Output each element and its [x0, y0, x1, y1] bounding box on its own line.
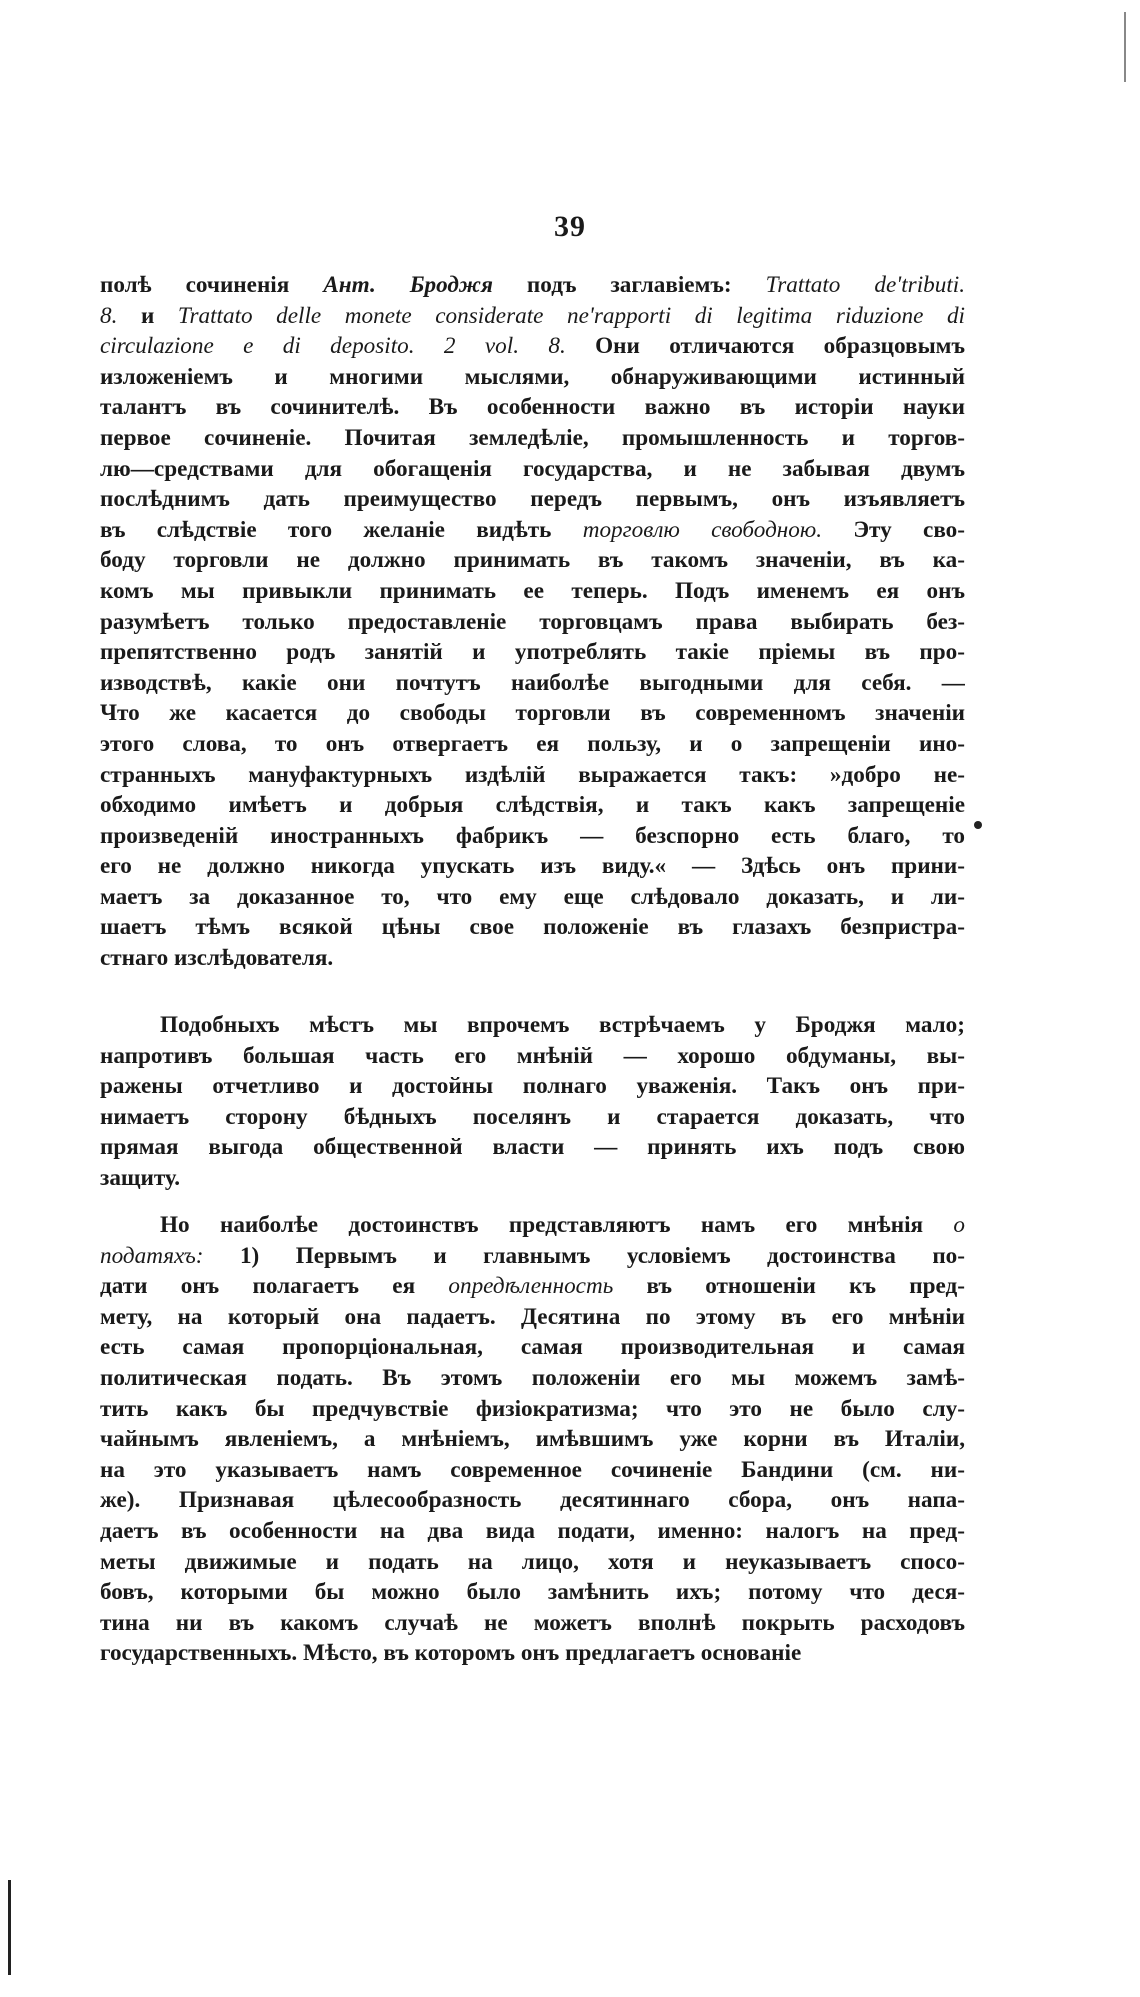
text-run: бовъ, которыми бы можно было замѣнить ихъ; потому что деся- — [100, 1579, 965, 1606]
text-line — [100, 270, 965, 301]
text-line — [100, 637, 965, 668]
text-line — [100, 943, 965, 974]
text-run: стнаго изслѣдователя. — [100, 945, 334, 972]
text-line — [100, 882, 965, 913]
text-run: Эту сво- — [822, 516, 965, 543]
paragraph-3 — [100, 1210, 965, 1669]
text-line — [100, 1455, 965, 1486]
margin-ink-dot — [974, 821, 982, 829]
text-line — [100, 790, 965, 821]
text-line — [100, 1608, 965, 1639]
text-line — [100, 1547, 965, 1578]
text-run: изложеніемъ и многими мыслями, обнаруживающими истинный — [100, 363, 965, 390]
text-line — [100, 331, 965, 362]
text-line — [100, 454, 965, 485]
text-run: въ слѣдствіе того желаніе видѣть — [100, 516, 583, 543]
text-line — [100, 851, 965, 882]
text-run: напротивъ большая часть его мнѣній — хорошо обдуманы, вы- — [100, 1042, 965, 1069]
text-line — [100, 1102, 965, 1133]
text-run: дати онъ полагаетъ ея — [100, 1273, 449, 1300]
text-line — [100, 1485, 965, 1516]
text-run: разумѣетъ только предоставленіе торговцамъ права выбирать без- — [100, 608, 965, 635]
scan-edge-mark-top — [1124, 12, 1126, 82]
text-run: талантъ въ сочинителѣ. Въ особенности важно въ исторіи науки — [100, 394, 965, 421]
text-run: тить какъ бы предчувствіе физіократизма; что это не было слу- — [100, 1395, 965, 1422]
italic-text: о — [953, 1212, 965, 1238]
text-run: полѣ сочиненія — [100, 272, 324, 298]
text-run: мету, на который она падаетъ. Десятина по этому въ его мнѣніи — [100, 1303, 965, 1330]
text-line — [100, 301, 965, 332]
text-line — [100, 912, 965, 943]
text-run: даетъ въ особенности на два вида подати, именно: налогъ на пред- — [100, 1517, 965, 1544]
text-run: комъ мы привыкли принимать ее теперь. Подъ именемъ ея онъ — [100, 577, 965, 604]
text-line — [100, 1210, 965, 1241]
text-run: изводствѣ, какіе они почтутъ наиболѣе выгодными для себя. — — [100, 669, 965, 696]
paragraph-2 — [100, 1010, 965, 1194]
text-run: 1) Первымъ и главнымъ условіемъ достоинства по- — [203, 1242, 965, 1269]
text-run: Что же касается до свободы торговли въ современномъ значеніи — [100, 700, 965, 727]
text-line — [100, 1577, 965, 1608]
text-line — [100, 1041, 965, 1072]
italic-text: податяхъ: — [100, 1242, 204, 1269]
page-number: 39 — [554, 210, 586, 243]
text-line — [100, 698, 965, 729]
text-run: Но наиболѣе достоинствъ представляютъ намъ его мнѣнія — [160, 1212, 954, 1238]
text-line — [100, 1132, 965, 1163]
text-run: въ отношеніи къ пред- — [613, 1273, 965, 1300]
text-run: государственныхъ. Мѣсто, въ которомъ онъ предлагаетъ основаніе — [100, 1640, 802, 1667]
text-run: этого слова, то онъ отвергаетъ ея пользу, и о запрещеніи ино- — [100, 730, 965, 757]
text-run: ражены отчетливо и достойны полнаго уваженія. Такъ онъ при- — [100, 1073, 965, 1100]
text-line — [100, 545, 965, 576]
text-run: прямая выгода общественной власти — принять ихъ подъ свою — [100, 1134, 965, 1161]
italic-text: Trattato delle monete considerate ne'rapporti di legitima riduzione di — [177, 302, 965, 329]
text-run: Они отличаются образцовымъ — [565, 333, 965, 360]
text-run: на это указываетъ намъ современное сочиненіе Бандини (см. ни- — [100, 1456, 965, 1483]
text-line — [100, 576, 965, 607]
text-line — [100, 515, 965, 546]
text-run: же). Признавая цѣлесообразность десятиннаго сбора, онъ напа- — [100, 1487, 965, 1514]
text-run: первое сочиненіе. Почитая земледѣліе, промышленность и торгов- — [100, 424, 965, 451]
text-line — [100, 607, 965, 638]
text-run: чайнымъ явленіемъ, а мнѣніемъ, имѣвшимъ уже корни въ Италіи, — [100, 1426, 965, 1453]
text-line — [100, 821, 965, 852]
text-line — [100, 362, 965, 393]
text-line — [100, 1424, 965, 1455]
text-line — [100, 423, 965, 454]
text-line — [100, 392, 965, 423]
text-run: препятственно родъ занятій и употреблять такіе пріемы въ про- — [100, 639, 965, 666]
italic-text: торговлю свободною. — [582, 516, 823, 543]
text-line — [100, 1332, 965, 1363]
text-run: есть самая пропорціональная, самая производительная и самая — [100, 1334, 965, 1361]
text-run: нимаетъ сторону бѣдныхъ поселянъ и старается доказать, что — [100, 1103, 965, 1130]
italic-text: Trattato de'tributi. — [765, 272, 965, 298]
text-line — [100, 668, 965, 699]
text-line — [100, 1516, 965, 1547]
text-run: тина ни въ какомъ случаѣ не можетъ вполнѣ покрыть расходовъ — [100, 1609, 965, 1636]
text-line — [100, 1071, 965, 1102]
text-run: Подобныхъ мѣстъ мы впрочемъ встрѣчаемъ у Броджя мало; — [160, 1012, 965, 1038]
paragraph-1 — [100, 270, 965, 974]
text-run: маетъ за доказанное то, что ему еще слѣдовало доказать, и ли- — [100, 883, 965, 910]
text-run: и — [117, 302, 178, 329]
italic-text: опредѣленность — [448, 1273, 614, 1300]
text-run: его не должно никогда упускать изъ виду.« — Здѣсь онъ прини- — [100, 853, 965, 880]
text-line — [100, 1241, 965, 1272]
text-run: шаетъ тѣмъ всякой цѣны свое положеніе въ глазахъ безпристра- — [100, 914, 965, 941]
text-line — [100, 1010, 965, 1041]
text-line — [100, 1394, 965, 1425]
italic-text: circulazione e di deposito. 2 vol. 8. — [100, 333, 566, 360]
text-run: произведеній иностранныхъ фабрикъ — безспорно есть благо, то — [100, 822, 965, 849]
text-run: лю—средствами для обогащенія государства, и не забывая двумъ — [100, 455, 965, 482]
text-line — [100, 1302, 965, 1333]
text-run: защиту. — [100, 1164, 180, 1191]
text-run: послѣднимъ дать преимущество передъ первымъ, онъ изъявляетъ — [100, 486, 965, 513]
text-line — [100, 760, 965, 791]
italic-text: Ант. Броджя — [323, 272, 493, 298]
text-run: подъ заглавіемъ: — [492, 272, 766, 298]
italic-text: 8. — [100, 302, 118, 329]
text-line — [100, 729, 965, 760]
text-run: боду торговли не должно принимать въ такомъ значеніи, въ ка- — [100, 547, 965, 574]
text-line — [100, 1638, 965, 1669]
text-line — [100, 484, 965, 515]
text-run: меты движимые и подать на лицо, хотя и неуказываетъ спосо- — [100, 1548, 965, 1575]
text-line — [100, 1271, 965, 1302]
text-run: политическая подать. Въ этомъ положеніи его мы можемъ замѣ- — [100, 1364, 965, 1391]
scan-edge-mark — [8, 1880, 11, 1975]
text-line — [100, 1163, 965, 1194]
text-run: обходимо имѣетъ и добрыя слѣдствія, и такъ какъ запрещеніе — [100, 792, 965, 819]
text-line — [100, 1363, 965, 1394]
text-run: странныхъ мануфактурныхъ издѣлій выражается такъ: »добро не- — [100, 761, 965, 788]
